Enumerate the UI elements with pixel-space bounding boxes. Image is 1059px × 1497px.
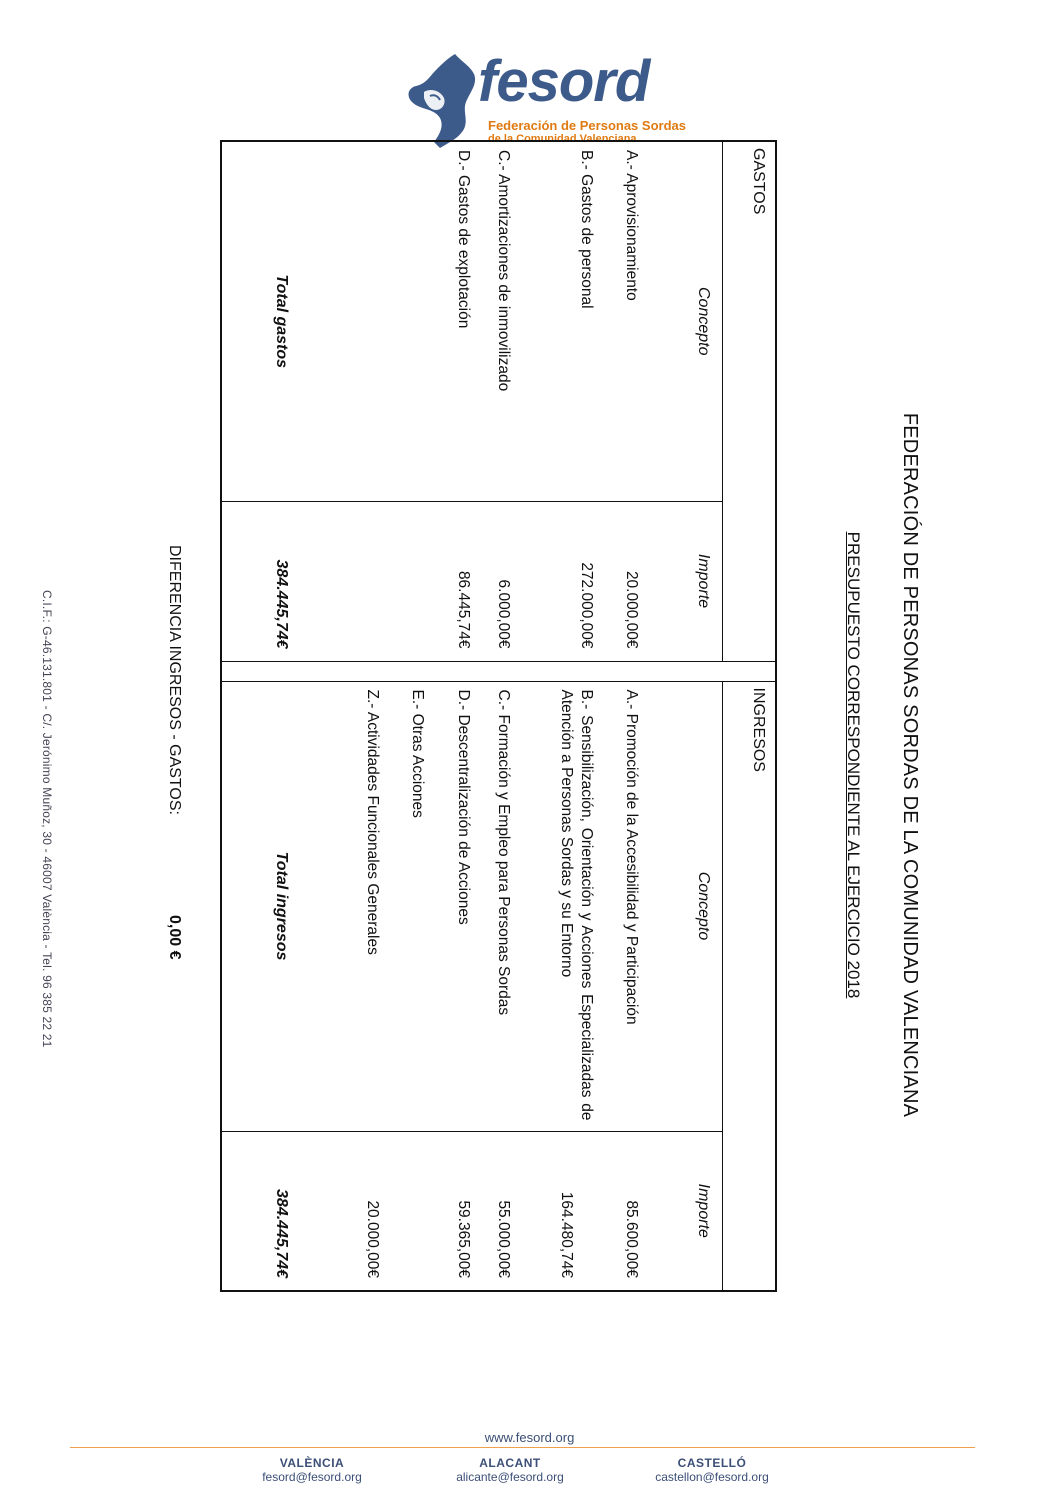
ingresos-row-concepto: A.- Promoción de la Accesibilidad y Participación [596, 681, 655, 1131]
office-valencia [232, 1456, 392, 1484]
gastos-row-importe: 86.445,74€ [454, 570, 472, 649]
gastos-total-value: 384.445,74€ [273, 559, 291, 649]
hands-map-icon [400, 52, 490, 152]
ingresos-row-importe: 59.365,00€ [454, 1200, 472, 1279]
logo-subtitle-line1: Federación de Personas Sordas [488, 118, 686, 133]
ingresos-row-concepto: E.- Otras Acciones [382, 681, 428, 1131]
office-email[interactable]: fesord@fesord.org [262, 1470, 362, 1484]
gastos-row-importe: 272.000,00€ [577, 562, 595, 649]
ingresos-total-value: 384.445,74€ [273, 1189, 291, 1279]
office-city: CASTELLÓ [677, 1456, 747, 1470]
ingresos-row-importe: 20.000,00€ [363, 1200, 381, 1279]
office-email[interactable]: castellon@fesord.org [655, 1470, 769, 1484]
logo-wordmark: fesord [478, 49, 650, 114]
column-separator [221, 661, 776, 681]
office-email[interactable]: alicante@fesord.org [456, 1470, 564, 1484]
gastos-row-concepto: A.- Aprovisionamiento [596, 141, 655, 501]
ingresos-section-header: INGRESOS [722, 681, 776, 1291]
ingresos-row-importe [382, 1131, 428, 1291]
ingresos-row-importe: 85.600,00€ [622, 1200, 640, 1279]
office-alacant [430, 1456, 590, 1484]
gastos-col-importe: Importe [694, 553, 712, 609]
gastos-empty-cell [328, 141, 382, 501]
gastos-row-concepto: B.- Gastos de personal [513, 141, 596, 501]
ingresos-col-concepto: Concepto [655, 681, 723, 1131]
page-title: FEDERACIÓN DE PERSONAS SORDAS DE LA COMUNIDAD VALENCIANA [899, 412, 921, 1118]
gastos-row-importe: 20.000,00€ [622, 570, 640, 649]
difference-label: DIFERENCIA INGRESOS - GASTOS: [166, 545, 183, 815]
gastos-section-header: GASTOS [722, 141, 776, 661]
ingresos-total-label: Total ingresos [221, 681, 328, 1131]
ingresos-col-importe: Importe [694, 1183, 712, 1238]
gastos-empty-cell [382, 141, 428, 501]
gastos-row-concepto: C.- Amortizaciones de inmovilizado [473, 141, 513, 501]
office-city: ALACANT [479, 1456, 541, 1470]
ingresos-row-concepto: D.- Descentralización de Acciones [427, 681, 473, 1131]
gastos-empty-cell [382, 501, 428, 661]
ingresos-row-concepto: B.- Sensibilización, Orientación y Acciones Especializadas de Atención a Personas Sordas y su Entorno [513, 681, 596, 1131]
logo-subtitle-line2: de la Comunidad Valenciana [488, 133, 637, 145]
gastos-row-concepto: D.- Gastos de explotación [427, 141, 473, 501]
gastos-empty-cell [328, 501, 382, 661]
budget-table [220, 140, 777, 1292]
ingresos-row-concepto: Z.- Actividades Funcionales Generales [328, 681, 382, 1131]
office-castello [632, 1456, 792, 1484]
ingresos-row-concepto: C.- Formación y Empleo para Personas Sordas [473, 681, 513, 1131]
budget-sheet [135, 148, 935, 1435]
cif-address-line: C.I.F.: G-46.131.801 - C/. Jerónimo Muñoz, 30 - 46007 València - Tel. 96 385 22 21 [40, 590, 54, 1048]
ingresos-row-importe: 164.480,74€ [557, 1191, 575, 1279]
office-city: VALÈNCIA [279, 1456, 345, 1470]
footer-website[interactable]: www.fesord.org [484, 1430, 575, 1445]
footer-divider [70, 1447, 975, 1448]
gastos-row-importe: 6.000,00€ [494, 579, 512, 649]
ingresos-row-importe: 55.000,00€ [494, 1200, 512, 1279]
difference-value: 0,00 € [166, 915, 183, 960]
gastos-col-concepto: Concepto [655, 141, 723, 501]
gastos-total-label: Total gastos [221, 141, 328, 501]
fesord-logo [400, 49, 700, 152]
page-subtitle: PRESUPUESTO CORRESPONDIENTE AL EJERCICIO 2018 [844, 531, 863, 999]
